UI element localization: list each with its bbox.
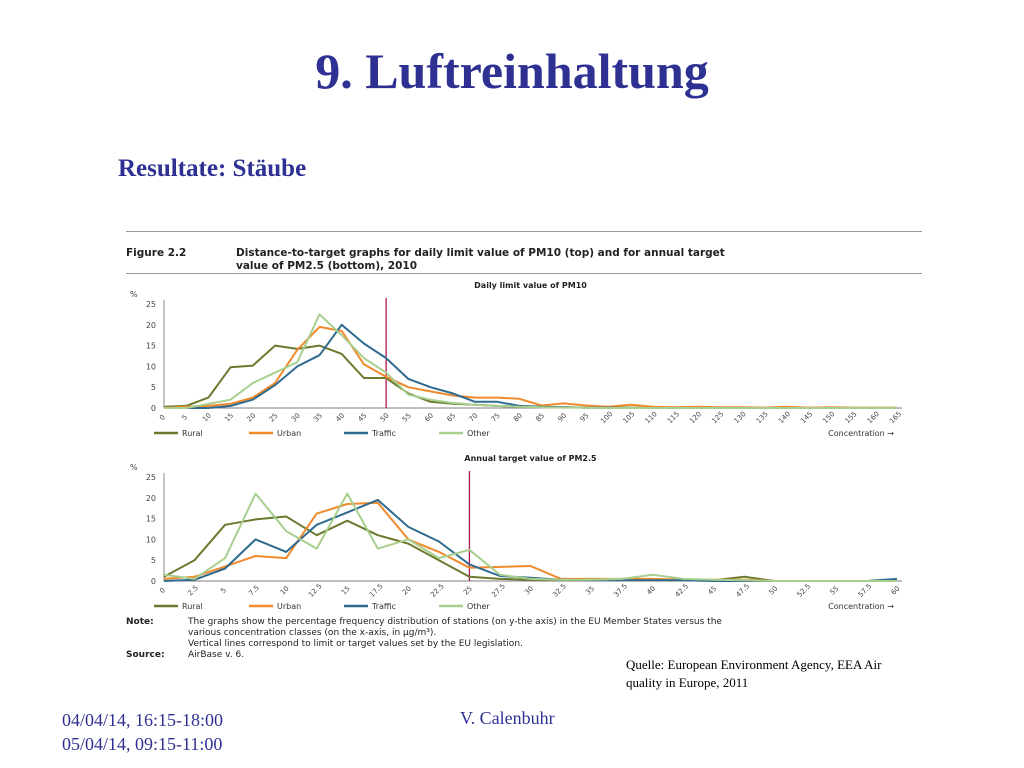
- series-line-other: [164, 494, 897, 581]
- legend-label-traffic: Traffic: [372, 429, 397, 438]
- x-tick-label: 47.5: [734, 582, 752, 599]
- x-tick-label: 50: [378, 411, 391, 424]
- series-line-traffic: [164, 500, 897, 581]
- pm10-chart: [122, 280, 912, 440]
- legend-label-rural: Rural: [182, 429, 203, 438]
- x-tick-label: 25: [267, 411, 280, 424]
- x-tick-label: 110: [643, 410, 659, 426]
- x-tick-label: 42.5: [673, 582, 691, 599]
- x-tick-label: 52.5: [795, 582, 813, 599]
- x-tick-label: 30: [523, 584, 536, 597]
- x-tick-label: 75: [489, 411, 502, 424]
- x-tick-label: 55: [828, 584, 841, 597]
- footer-date-1: 04/04/14, 16:15-18:00: [62, 710, 223, 730]
- x-tick-label: 20: [400, 584, 413, 597]
- legend-label-urban: Urban: [277, 429, 302, 438]
- y-tick-label: 5: [150, 556, 156, 566]
- y-tick-label: 10: [145, 362, 156, 372]
- x-tick-label: 45: [356, 411, 369, 424]
- x-tick-label: 125: [710, 410, 726, 426]
- legend-label-other: Other: [467, 602, 490, 611]
- x-tick-label: 30: [289, 411, 302, 424]
- y-tick-label: 25: [145, 300, 156, 309]
- legend-label-other: Other: [467, 429, 490, 438]
- x-tick-label: 22.5: [429, 582, 446, 599]
- x-tick-label: 5: [180, 413, 190, 422]
- x-tick-label: 105: [621, 410, 637, 426]
- chart-title: Daily limit value of PM10: [474, 281, 587, 290]
- series-line-traffic: [164, 325, 897, 408]
- y-tick-label: 5: [150, 383, 156, 393]
- legend-label-traffic: Traffic: [372, 602, 397, 611]
- x-tick-label: 130: [732, 410, 748, 426]
- source-citation-line-2: quality in Europe, 2011: [626, 675, 749, 690]
- figure-top-rule: [126, 231, 922, 232]
- x-tick-label: 155: [843, 410, 859, 426]
- x-tick-label: 37.5: [612, 582, 630, 599]
- figure-caption-line-1: Distance-to-target graphs for daily limit value of PM10 (top) and for annual target: [236, 247, 725, 259]
- x-tick-label: 95: [578, 411, 591, 424]
- x-tick-label: 65: [445, 411, 458, 424]
- x-tick-label: 115: [665, 410, 682, 426]
- x-tick-label: 140: [776, 410, 793, 426]
- y-tick-label: 0: [150, 404, 156, 413]
- series-line-rural: [164, 346, 897, 408]
- x-tick-label: 135: [754, 410, 770, 426]
- x-tick-label: 100: [599, 410, 615, 426]
- x-tick-label: 2.5: [186, 583, 200, 598]
- legend-label-rural: Rural: [182, 602, 203, 611]
- x-tick-label: 32.5: [551, 582, 568, 599]
- slide-title: 9. Luftreinhaltung: [315, 43, 709, 99]
- source-citation: [626, 656, 916, 692]
- x-tick-label: 40: [645, 584, 658, 597]
- pm25-chart: [122, 453, 912, 613]
- x-tick-label: 145: [799, 410, 815, 426]
- x-tick-label: 12.5: [306, 582, 324, 599]
- x-tick-label: 60: [889, 584, 902, 597]
- note-line-2: various concentration classes (on the x-axis, in µg/m³).: [188, 628, 437, 638]
- x-tick-label: 15: [339, 584, 352, 597]
- x-tick-label: 150: [821, 410, 837, 426]
- x-tick-label: 80: [511, 411, 524, 424]
- x-tick-label: 15: [223, 411, 236, 424]
- chart-title: Annual target value of PM2.5: [464, 454, 597, 463]
- series-line-rural: [164, 517, 897, 582]
- y-tick-label: 10: [145, 535, 156, 545]
- footer-dates: [62, 708, 223, 756]
- x-tick-label: 85: [534, 411, 547, 424]
- y-tick-label: 20: [145, 320, 156, 330]
- figure-number: Figure 2.2: [126, 247, 187, 259]
- x-tick-label: 90: [556, 411, 569, 424]
- x-tick-label: 7.5: [247, 583, 261, 598]
- x-tick-label: 35: [312, 411, 325, 424]
- x-tick-label: 17.5: [368, 582, 385, 599]
- note-line-1: The graphs show the percentage frequency distribution of stations (on y-the axis) in the EU Member States versus the: [188, 617, 722, 627]
- x-tick-label: 35: [584, 584, 597, 597]
- source-value: AirBase v. 6.: [188, 650, 245, 660]
- figure-caption-rule: [126, 273, 922, 274]
- source-citation-line-1: Quelle: European Environment Agency, EEA Air: [626, 657, 882, 672]
- x-tick-label: 0: [158, 586, 167, 595]
- x-tick-label: 70: [467, 411, 480, 424]
- x-tick-label: 55: [400, 411, 413, 424]
- x-tick-label: 40: [334, 411, 347, 424]
- y-axis-label: %: [130, 290, 138, 299]
- note-label: Note:: [126, 617, 154, 627]
- x-tick-label: 25: [462, 584, 474, 597]
- x-tick-label: 0: [158, 413, 167, 422]
- x-tick-label: 45: [706, 584, 719, 597]
- footer-date-2: 05/04/14, 09:15-11:00: [62, 734, 223, 754]
- note-line-3: Vertical lines correspond to limit or target values set by the EU legislation.: [188, 639, 523, 649]
- x-tick-label: 165: [888, 410, 904, 426]
- y-tick-label: 15: [145, 514, 156, 524]
- x-tick-label: 57.5: [856, 582, 874, 599]
- figure: [122, 225, 922, 665]
- x-tick-label: 120: [688, 410, 704, 426]
- x-axis-label: Concentration →: [828, 602, 894, 611]
- y-axis-label: %: [130, 463, 138, 472]
- figure-caption-line-2: value of PM2.5 (bottom), 2010: [236, 260, 418, 272]
- figure-notes: [126, 617, 916, 661]
- y-tick-label: 25: [145, 473, 156, 482]
- x-tick-label: 20: [245, 411, 258, 424]
- x-axis-label: Concentration →: [828, 429, 894, 438]
- legend-label-urban: Urban: [277, 602, 302, 611]
- x-tick-label: 27.5: [490, 582, 507, 599]
- x-tick-label: 160: [865, 410, 881, 426]
- source-label: Source:: [126, 650, 165, 660]
- x-tick-label: 50: [767, 584, 780, 597]
- x-tick-label: 10: [278, 584, 291, 597]
- figure-caption-text: [236, 247, 926, 273]
- x-tick-label: 10: [201, 411, 213, 424]
- x-tick-label: 60: [423, 411, 436, 424]
- y-tick-label: 20: [145, 493, 156, 503]
- footer-author: V. Calenbuhr: [460, 708, 555, 728]
- series-line-urban: [164, 327, 897, 408]
- slide-subtitle: Resultate: Stäube: [118, 155, 307, 182]
- y-tick-label: 15: [145, 341, 156, 351]
- series-line-other: [164, 314, 897, 408]
- y-tick-label: 0: [150, 577, 156, 586]
- x-tick-label: 5: [219, 586, 229, 595]
